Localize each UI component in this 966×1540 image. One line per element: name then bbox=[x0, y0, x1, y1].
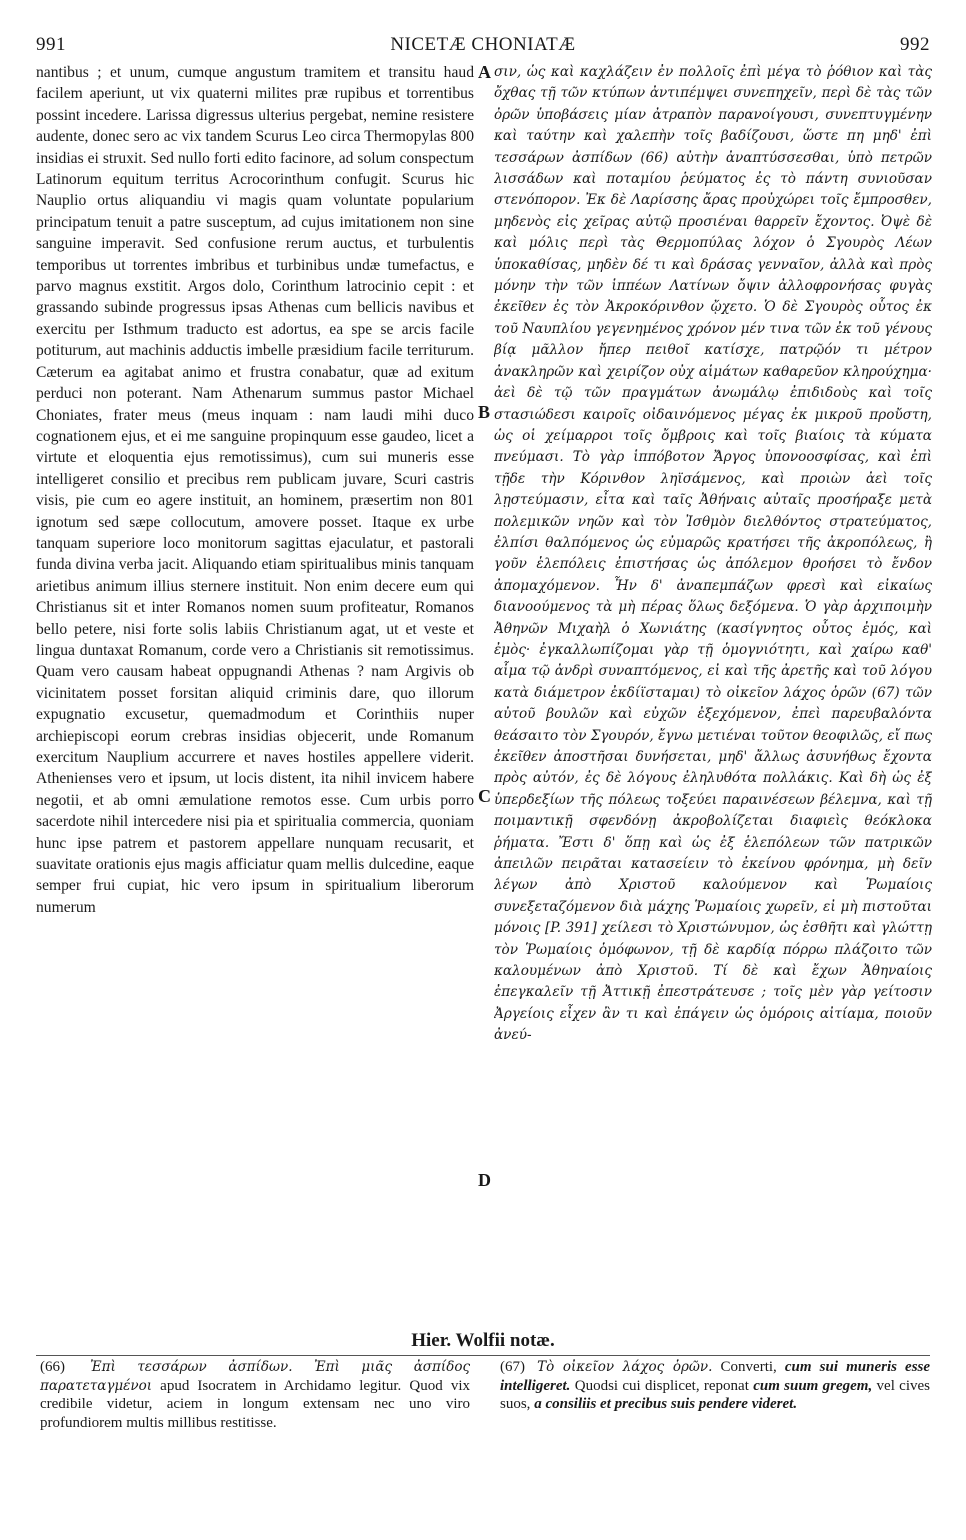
running-head bbox=[36, 34, 930, 60]
footnote-67-number: (67) bbox=[500, 1359, 525, 1375]
footnote-66 bbox=[40, 1358, 470, 1432]
section-mark-c: C bbox=[478, 786, 491, 806]
greek-column bbox=[494, 62, 932, 1322]
footnote-67-emphasis-a: cum sui muneris esse intelligeret. bbox=[500, 1359, 931, 1394]
greek-text: σιν, ὡς καὶ καχλάζειν ἐν πολλοῖς ἐπὶ μέγα τὸ ῥόθιον καὶ τὰς ὄχθας τῇ τῶν κτύπων ἀντιπέμψει συνεπηχεῖν, περὶ δὲ τὰς τῶν ὀρῶν ὑποβάσεις μίαν ἀτραπὸν παρανοίγουσι, συνεπτυγμένην καὶ ταύτην καὶ χαλεπὴν τοῖς βαδίζουσι, ὥστε πη μηδ' ἐπὶ τεσσάρων ἀσπίδων (66) αὐτὴν ἀναπτύσσεσθαι, ὑπὸ πετρῶν λισσάδων καὶ ποταμίου ῥεύματος ἐς τὸ πάντη συνιοῦσαν στενόπορον. Ἐκ δὲ Λαρίσσης ἄρας προὐχώρει τοῖς ἔμπροσθεν, μηδενὸς εἰς χεῖρας αὐτῷ προσιέναι θαρρεῖν ἔχοντος. Ὀψὲ δὲ καὶ μόλις περὶ τὰς Θερμοπύλας λόχον ὁ Σγουρὸς Λέων ὑποκαθίσας, μηδὲν δέ τι καὶ δράσας γενναῖον, ἀλλὰ καὶ πρὸς μόνην τὴν τῶν ἱππέων Λατίνων ὄψιν ἀλλοφρονήσας φυγὰς ἐκεῖθεν ἐς τὸν Ἀκροκόρινθον ᾤχετο. Ὁ δὲ Σγουρὸς οὗτος ἐκ τοῦ Ναυπλίου γεγενημένος χρόνον μέν τινα τῶν ἐκ τοῦ γένους βίᾳ μᾶλλον ἤπερ πειθοῖ κατίσχε, πατρῷόν τι μέτρον ἀνακληρῶν καὶ χειρίζον οὐχ αἱμάτων καθαρεῦον κληρούχημα· ἀεὶ δὲ τῷ τῶν πραγμάτων ἀνωμάλῳ ἐπιδιδοὺς καὶ τοῖς στασιώδεσι καιροῖς οἰδαινόμενος μέγας ἐκ μικροῦ προὔστη, ὡς οἱ χείμαρροι τοῖς ὄμβροις καὶ τοῖς βιαίοις τὰ κύματα πνεύμασι. Τὸ γὰρ ἱππόβοτον Ἄργος ὑπονοοσφίσας, καὶ ἐπὶ τῇδε τὴν Κόρινθον ληϊσάμενος, καὶ προιὼν ἀεὶ τοῖς λῃστεύμασιν, εἶτα καὶ ταῖς Ἀθήναις αὐταῖς προσήραξε μετὰ πολεμικῶν νηῶν καὶ τὸν Ἰσθμὸν διελθόντος στρατεύματος, ἐλπίσι θαλπόμενος ὡς εὐμαρῶς κρατήσει τῆς ἀκροπόλεως, ἢ γοῦν ἑλεπόλεις ἐπιστήσας ὡς ἀπόλεμον θροήσει τὸ ἔνδον ἀπομαχόμενον. Ἦν δ' ἀναπεμπάζων φρεσὶ καὶ εἰκαίως διανοούμενος τὰ μὴ πέρας ὅλως δεξόμενα. Ὁ γὰρ ἀρχιποιμὴν Ἀθηνῶν Μιχαὴλ ὁ Χωνιάτης (κασίγνητος οὗτος ἐμός, καὶ ἐμὸς· ἐγκαλλωπίζομαι γὰρ τῇ ὁμογνιότητι, καὶ χαίρω καθ' αἷμα τῷ ἀνδρὶ συναπτόμενος, εἰ καὶ τῆς ἀρετῆς καὶ τοῦ λόγου κατὰ διάμετρον ἐκδίϊσταμαι) τὸ οἰκεῖον λάχος ὁρῶν (67) τῶν αὐτοῦ βουλῶν καὶ εὐχῶν ἐξεχόμενον, ἐπεὶ παρευβαλόντα θεάσαιτο τὸν Σγουρόν, ἔγνω μετιέναι τοῦτον θεοφιλῶς, εἴ πως ἐκεῖθεν ἀποστῆσαι δυνήσεται, μηδ' ἄλλως ἀσυνήθως ἔχοντα πρὸς αὐτόν, ἐς δὲ λόγους ἐληλυθότα πολλάκις. Καὶ δὴ ὡς ἐξ ὑπερδεξίων τῆς πόλεως τοξεύει παραινέσεων βέλεμνα, καὶ τῇ ποιμαντικῇ σφενδόνῃ ἀκροβολίζεται διαφιεὶς θεόκλοκα ῥήματα. Ἔστι δ' ὅπῃ καὶ ὡς ἐξ ἑλεπόλεων τῶν πατρικῶν ἀπειλῶν πειρᾶται κατασείειν τὸ ἐκείνου φρόνημα, μὴ δεῖν λέγων ἀπὸ Χριστοῦ καλούμενον καὶ Ῥωμαίοις συνεξεταζόμενον διὰ μάχης Ῥωμαίοις χωρεῖν, εἰ μὴ πιστοῦται μόνοις [P. 391] χείλεσι τὸ Χριστώνυμον, ὡς ἐσθῆτι καὶ γλώττῃ τὸν Ῥωμαίοις ὁμόφωνον, τῇ δὲ καρδίᾳ πόρρω πλάζοιτο τῶν καλουμένων ἀπὸ Χριστοῦ. Τί δὲ καὶ ἔχων Ἀθηναίοις ἐπεγκαλεῖν τῇ Ἀττικῇ ἐπεστράτευσε ; τοῖς μὲν γὰρ γείτοσιν Ἀργείοις εἶχεν ἂν τι καὶ ἐπάγειν ὡς ὁμόροις αἰτίαμα, ποιοῦν ἀνεύ- bbox=[494, 64, 932, 1044]
page-number-right: 992 bbox=[900, 34, 930, 55]
footnote-67-greek: Τὸ οἰκεῖον λάχος ὁρῶν. bbox=[537, 1359, 713, 1375]
section-mark-a: A bbox=[478, 62, 491, 82]
latin-text: nantibus ; et unum, cumque angustum tramitem et transitu haud facilem aperiunt, ut vix quaterni milites præ rupibus et torrentibus possint incedere. Larissa digressus ulterius pergebat, nemine resistere audente, donec sero ac vix tandem Scurus Leo circa Thermopylas 800 insidias ei struxit. Sed nullo forti edito facinore, ad solum conspectum Latinorum equitum territus Acrocorinthum confugit. Scurus hic Nauplio ortus aliquandiu vi magis quam voluntate popularium principatum tenuit a patre susceptum, ad cujus imitationem non sine sanguine imperavit. Sed confusione rerum auctus, et turbulentis temporibus ut torrentes imbribus et turbinibus undæ tumefactus, e parvo magnus exstitit. Argos dolo, Corinthum latrocinio cepit : et grassando subinde progressus ipsas Athenas cum bellicis navibus et exercitu per Isthmum traducto est adortus, ea spe se arcis facile potiturum, aut machinis adductis imbelle præsidium facile territurum. Cæterum ea agitabat animo et frustra conabatur, quæ ad exitum perduci non poterant. Nam Athenarum summus pastor Michael Choniates, frater meus (meus inquam : nam laudi mihi duco cognationem ejus, et ei me sanguine propinquum esse gaudeo, licet a virtute et eloquentia ejus remotissimus), cum sui muneris esse intelligeret consilio et precibus rem publicam juvare, Scuri castris visis, pie cum eo agere instituit, an hominem, præsertim non 801 ignotum sed sæpe collocutum, amovere posset. Itaque ex urbe tanquam superiore loco monitorum sagittas ejaculatur, et pastorali funda divina verba jacit. Aliquando etiam spiritualibus minis tanquam arietibus animum illius sternere instituit. Non enim decere eum qui Christianus sit et inter Romanos nomen suum profiteatur, Romanos bello petere, nisi forte solis labiis Christianum agat, ut et veste et lingua duntaxat Romanum, corde vero a Christianis sit remotissimus. Quam vero causam habeat oppugnandi Athenas ? nam Argivis ob vicinitatem posset forsitan aliquid criminis dare, quo illorum expugnatio excusetur, quemadmodum et Corinthiis nuper archiepiscopi eorum crebras insidias objecerit, unde Romanum exercitum Nauplium accurrere et naves hostiles appellere viderit. Athenienses vero et ipsum, ut locis distent, ita nihil invicem habere negotii, et ab omni æmulatione remotos esse. Cum urbis porro sacerdote nihil intercedere nisi pia et spiritualia commercia, quoniam hunc ipse patrem et pastorem appellare nunquam recusarit, et suavitate orationis ejus magis afficiatur quam mellis dulcedine, eaque semper frui cupiat, hic vero ipsum in spiritualium liberorum numerum bbox=[36, 64, 474, 916]
notes-divider bbox=[36, 1355, 930, 1356]
footnote-66-number: (66) bbox=[40, 1359, 65, 1375]
notes-heading: Hier. Wolfii notæ. bbox=[411, 1330, 555, 1351]
footnote-67-latin-b: Quodsi cui displicet, reponat bbox=[574, 1377, 749, 1394]
page-number-left: 991 bbox=[36, 34, 66, 55]
footnote-66-greek: Ἐπὶ τεσσάρων ἀσπίδων. Ἐπὶ μιᾶς ἀσπίδος παρατεταγμένοι bbox=[40, 1359, 471, 1394]
latin-column bbox=[36, 62, 474, 1322]
section-mark-d: D bbox=[478, 1170, 491, 1190]
footnote-67-emphasis-c: a consiliis et precibus suis pendere videret. bbox=[534, 1396, 798, 1412]
section-mark-b: B bbox=[478, 402, 491, 422]
footnote-67-latin-a: Converti, bbox=[720, 1359, 777, 1375]
footnote-66-latin: apud Isocratem in Archidamo legitur. Quod vix credibile videtur, aciem in longum extensam nec uno viro profundiorem multis millibus restitisse. bbox=[40, 1377, 470, 1431]
footnote-67-emphasis-b: cum suum gregem, bbox=[753, 1377, 873, 1394]
footnote-67-latin-c: vel cives suos, bbox=[500, 1377, 930, 1412]
footnote-67 bbox=[500, 1358, 930, 1414]
running-title: NICETÆ CHONIATÆ bbox=[390, 34, 576, 55]
